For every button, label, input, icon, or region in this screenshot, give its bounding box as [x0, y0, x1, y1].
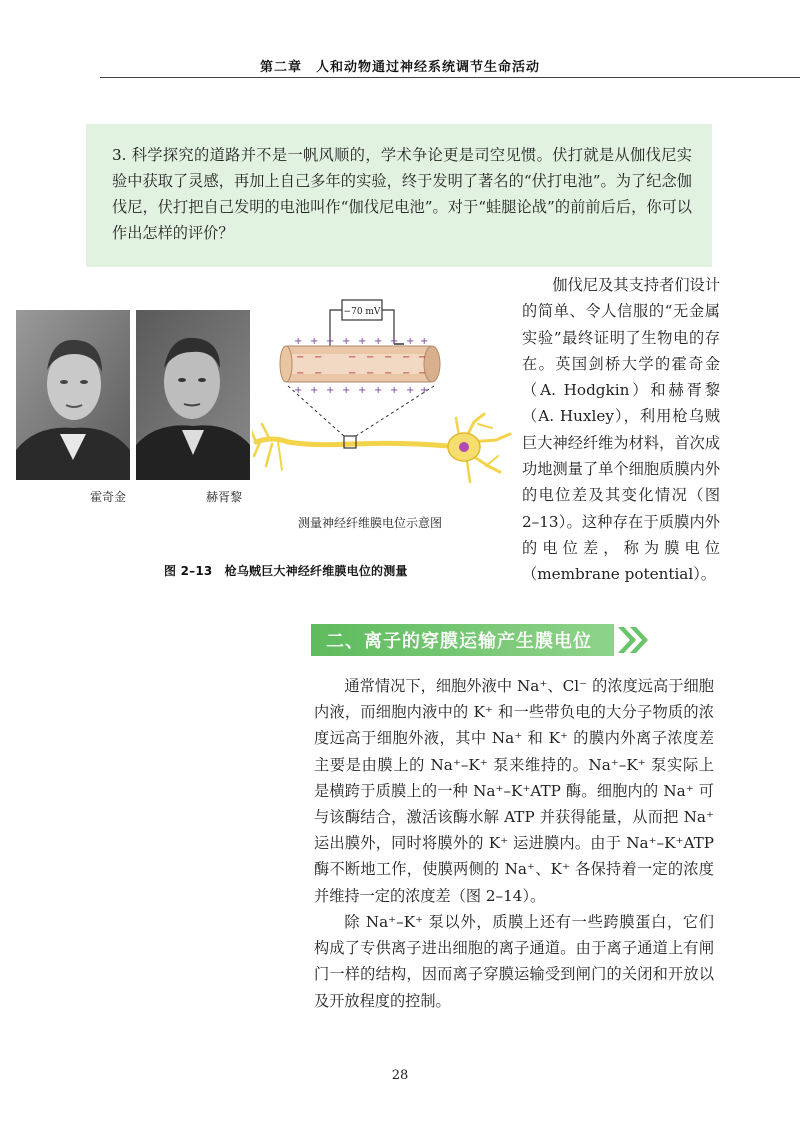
section-title: 二、离子的穿膜运输产生膜电位 [326, 631, 592, 652]
svg-text:+: + [358, 336, 367, 347]
hodgkin-caption: 霍奇金 [90, 490, 127, 504]
svg-text:−: − [348, 368, 357, 379]
side-paragraph: 伽伐尼及其支持者们设计的简单、令人信服的“无金属实验”最终证明了生物电的存在。英国剑桥大学的霍奇金（A. Hodgkin）和赫胥黎（A. Huxley），利用枪乌贼巨大神经纤维为材料，首次成功地测量了单个细胞质膜内外的电位差及其变化情况（图 2–13）。这种存在于质膜内外的电位差，称为膜电位（membrane potential）。 [522, 276, 720, 584]
discussion-text: 3. 科学探究的道路并不是一帆风顺的，学术争论更是司空见惯。伏打就是从伽伐尼实验中获取了灵感，再加上自己多年的实验，终于发明了著名的“伏打电池”。为了纪念伽伐尼，伏打把自己发明的电池叫作“伽伐尼电池”。对于“蛙腿论战”的前前后后，你可以作出怎样的评价？ [112, 146, 692, 242]
huxley-caption: 赫胥黎 [206, 490, 243, 504]
voltmeter-label: −70 mV [343, 307, 381, 317]
chapter-header: 第二章 人和动物通过神经系统调节生命活动 [259, 60, 540, 75]
svg-text:−: − [418, 352, 427, 363]
svg-text:+: + [358, 385, 367, 396]
huxley-photo [136, 310, 250, 480]
svg-text:−: − [314, 352, 323, 363]
figure-caption: 图 2–13 枪乌贼巨大神经纤维膜电位的测量 [164, 564, 408, 578]
fiber-end [424, 346, 440, 382]
svg-text:+: + [294, 336, 303, 347]
svg-text:+: + [294, 385, 303, 396]
svg-text:−: − [314, 368, 323, 379]
svg-text:+: + [310, 385, 319, 396]
svg-text:−: − [402, 352, 411, 363]
svg-text:−: − [366, 368, 375, 379]
svg-text:−: − [384, 352, 393, 363]
svg-text:−: − [418, 368, 427, 379]
hodgkin-photo [16, 310, 130, 480]
svg-text:+: + [390, 336, 399, 347]
page-number: 28 [391, 1068, 409, 1083]
membrane-potential-diagram [252, 296, 514, 506]
svg-text:−: − [348, 352, 357, 363]
svg-text:−: − [296, 352, 305, 363]
svg-text:+: + [374, 336, 383, 347]
body-paragraph-1: 通常情况下，细胞外液中 Na⁺、Cl⁻ 的浓度远高于细胞内液，而细胞内液中的 K⁺ 和一些带负电的大分子物质的浓度远高于细胞外液，其中 Na⁺ 和 K⁺ 的膜内外离子浓度差主要是由膜上的 Na⁺–K⁺ 泵来维持的。Na⁺–K⁺ 泵实际上是横跨于质膜上的一种 Na⁺–K⁺ATP 酶。细胞内的 Na⁺ 可与该酶结合，激活该酶水解 ATP 并获得能量，从而把 Na⁺ 运出膜外，同时将膜外的 K⁺ 运进膜内。由于 Na⁺–K⁺ATP 酶不断地工作，使膜两侧的 Na⁺、K⁺ 各保持着一定的浓度并维持一定的浓度差（图 2–14）。 [314, 677, 714, 905]
svg-text:+: + [390, 385, 399, 396]
svg-text:−: − [402, 368, 411, 379]
svg-text:−: − [366, 352, 375, 363]
body-paragraph-2: 除 Na⁺–K⁺ 泵以外，质膜上还有一些跨膜蛋白，它们构成了专供离子进出细胞的离子通道。由于离子通道上有闸门一样的结构，因而离子穿膜运输受到闸门的关闭和开放以及开放程度的控制。 [314, 913, 714, 1010]
svg-text:+: + [374, 385, 383, 396]
diagram-caption: 测量神经纤维膜电位示意图 [298, 516, 443, 530]
header-rule [100, 77, 800, 78]
svg-text:+: + [406, 385, 415, 396]
svg-text:+: + [342, 336, 351, 347]
svg-text:+: + [326, 336, 335, 347]
svg-text:−: − [384, 368, 393, 379]
svg-text:+: + [420, 385, 429, 396]
chevron-right-icon [616, 624, 652, 656]
svg-text:−: − [296, 368, 305, 379]
svg-text:+: + [406, 336, 415, 347]
svg-text:+: + [310, 336, 319, 347]
nucleus-icon [459, 442, 469, 452]
svg-text:+: + [420, 336, 429, 347]
svg-text:+: + [342, 385, 351, 396]
svg-text:+: + [326, 385, 335, 396]
